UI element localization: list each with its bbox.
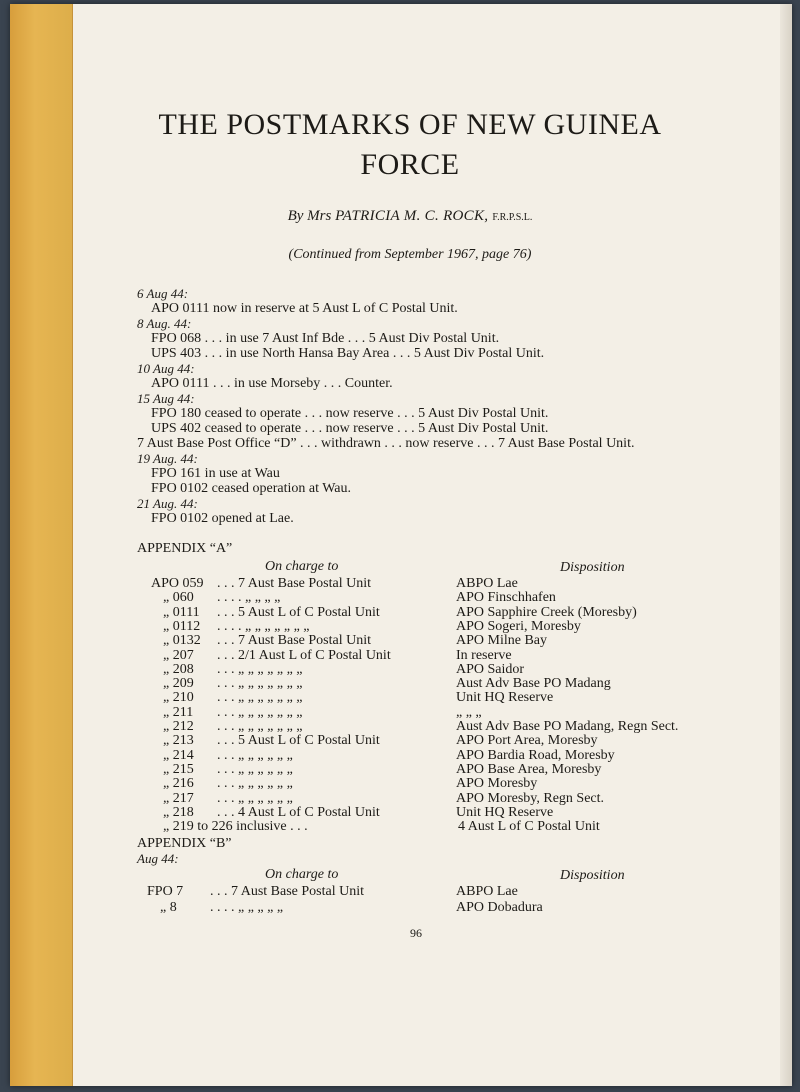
entry-date: 10 Aug 44: [137,361,195,376]
entry-date: 15 Aug 44: [137,391,195,406]
title-line-1: THE POSTMARKS OF NEW GUINEA [158,108,662,141]
table-row-number: FPO 7 [147,884,184,899]
table-row-disposition: APO Milne Bay [456,633,547,648]
entry-text: FPO 180 ceased to operate . . . now reserve . . . 5 Aust Div Postal Unit. [151,406,549,421]
entry-date: 19 Aug. 44: [137,451,198,466]
table-row-disposition: APO Base Area, Moresby [456,762,602,777]
table-row-disposition: APO Bardia Road, Moresby [456,748,615,763]
table-row-charge: . . . . „ „ „ „ „ „ „ [217,619,310,634]
table-row-number: „ 0111 [163,605,200,620]
table-row-disposition: APO Moresby [456,776,538,791]
table-row-charge: . . . „ „ „ „ „ „ „ [217,662,303,677]
table-row-charge: . . . „ „ „ „ „ „ [217,748,293,763]
table-row-disposition: ABPO Lae [456,576,518,591]
table-row-disposition: Aust Adv Base PO Madang, Regn Sect. [456,719,679,734]
table-row-charge: . . . 2/1 Aust L of C Postal Unit [217,648,391,663]
page-number: 96 [410,926,422,940]
table-row-number: „ 216 [163,776,194,791]
table-row-charge: . . . 4 Aust L of C Postal Unit [217,805,380,820]
table-row-disposition: 4 Aust L of C Postal Unit [458,819,600,834]
entry-text: UPS 403 . . . in use North Hansa Bay Area . . . 5 Aust Div Postal Unit. [151,346,545,361]
appendix-b-date: Aug 44: [137,851,179,866]
entry-date: 21 Aug. 44: [137,496,198,511]
continued-note: (Continued from September 1967, page 76) [288,247,532,262]
table-row-number: „ 218 [163,805,194,820]
table-row-number: „ 212 [163,719,194,734]
table-row-number: „ 214 [163,748,194,763]
table-row-charge: . . . „ „ „ „ „ „ „ [217,690,303,705]
entry-text: APO 0111 now in reserve at 5 Aust L of C Postal Unit. [151,301,458,316]
table-row-number: „ 0132 [163,633,201,648]
table-row-charge: . . . „ „ „ „ „ „ „ [217,719,303,734]
table-row-charge: . . . „ „ „ „ „ „ „ [217,705,303,720]
column-header-disposition: Disposition [560,868,625,883]
table-row-disposition: Aust Adv Base PO Madang [456,676,611,691]
author-suffix: F.R.P.S.L. [492,212,533,223]
table-row-number: „ 208 [163,662,194,677]
table-row-disposition: In reserve [456,648,512,663]
table-row-number: „ 0112 [163,619,201,634]
table-row-disposition: APO Saidor [456,662,525,677]
table-row-number: „ 209 [163,676,194,691]
table-row-number: APO 059 [151,576,204,591]
entry-text: APO 0111 . . . in use Morseby . . . Counter. [151,376,393,391]
column-header-disposition: Disposition [560,560,625,575]
column-header-charge: On charge to [265,559,339,574]
table-row-number: „ 213 [163,733,194,748]
table-row-disposition: APO Port Area, Moresby [456,733,598,748]
table-row-disposition: ABPO Lae [456,884,518,899]
byline-prefix: By Mrs [287,208,336,224]
table-row-disposition: „ „ „ [456,705,482,720]
entry-text: 7 Aust Base Post Office “D” . . . withdrawn . . . now reserve . . . 7 Aust Base Postal Unit. [137,436,635,451]
table-row-number: „ 215 [163,762,194,777]
table-row-number: „ 210 [163,690,194,705]
entry-text: FPO 068 . . . in use 7 Aust Inf Bde . . . 5 Aust Div Postal Unit. [151,331,500,346]
table-row-disposition: APO Sapphire Creek (Moresby) [456,605,637,620]
table-row-number: „ 211 [163,705,194,720]
appendix-b-heading: APPENDIX “B” [137,836,232,851]
table-row-disposition: Unit HQ Reserve [456,690,554,705]
table-row-charge: . . . „ „ „ „ „ „ [217,762,293,777]
table-row-charge: . . . 7 Aust Base Postal Unit [217,633,372,648]
table-row-charge: . . . „ „ „ „ „ „ „ [217,676,303,691]
entry-text: FPO 161 in use at Wau [151,466,280,481]
table-row-charge: . . . 7 Aust Base Postal Unit [210,884,365,899]
table-row-number: „ 060 [163,590,194,605]
table-row-number: „ 219 to 226 inclusive . . . [163,819,308,834]
entry-date: 8 Aug. 44: [137,316,192,331]
entry-text: UPS 402 ceased to operate . . . now reserve . . . 5 Aust Div Postal Unit. [151,421,549,436]
table-row-charge: . . . 5 Aust L of C Postal Unit [217,733,380,748]
table-row-disposition: Unit HQ Reserve [456,805,554,820]
appendix-a-heading: APPENDIX “A” [137,541,233,556]
entry-date: 6 Aug 44: [137,286,189,301]
author-name: PATRICIA M. C. ROCK, [335,208,489,224]
table-row-number: „ 207 [163,648,194,663]
table-row-number: „ 8 [160,900,177,915]
entry-text: FPO 0102 opened at Lae. [151,511,294,526]
table-row-number: „ 217 [163,791,194,806]
table-row-charge: . . . 5 Aust L of C Postal Unit [217,605,380,620]
entry-text: FPO 0102 ceased operation at Wau. [151,481,352,496]
table-row-charge: . . . 7 Aust Base Postal Unit [217,576,372,591]
title-line-2: FORCE [360,148,460,181]
column-header-charge: On charge to [265,867,339,882]
table-row-charge: . . . . „ „ „ „ [217,590,281,605]
table-row-disposition: APO Finschhafen [456,590,556,605]
table-row-charge: . . . . „ „ „ „ „ [210,900,284,915]
table-row-disposition: APO Moresby, Regn Sect. [456,791,605,806]
table-row-charge: . . . „ „ „ „ „ „ [217,791,293,806]
table-row-charge: . . . „ „ „ „ „ „ [217,776,293,791]
table-row-disposition: APO Sogeri, Moresby [456,619,581,634]
table-row-disposition: APO Dobadura [456,900,543,915]
